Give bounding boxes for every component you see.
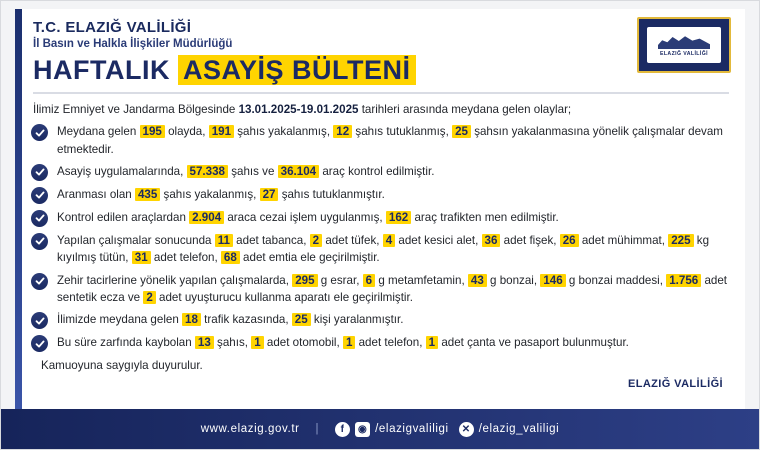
item-text-fragment: kg kıyılmış tütün, bbox=[57, 233, 710, 265]
highlighted-number: 18 bbox=[182, 313, 201, 326]
item-text-fragment: şahıs, bbox=[213, 336, 252, 350]
social-facebook-instagram[interactable] bbox=[335, 422, 449, 437]
list-item bbox=[31, 311, 729, 329]
highlighted-number: 435 bbox=[135, 188, 160, 201]
highlighted-number: 11 bbox=[215, 234, 233, 247]
facebook-icon[interactable]: f bbox=[335, 422, 350, 437]
castle-icon bbox=[658, 33, 710, 49]
list-item bbox=[31, 232, 729, 267]
item-text-fragment: araç kontrol edilmiştir. bbox=[319, 164, 435, 178]
page-title bbox=[33, 56, 731, 84]
highlighted-number: 1 bbox=[251, 336, 263, 349]
list-item bbox=[31, 123, 729, 158]
item-text-fragment: adet mühimmat, bbox=[578, 233, 669, 247]
item-text-fragment: g metamfetamin, bbox=[375, 273, 468, 287]
item-text-fragment: trafik kazasında, bbox=[200, 313, 292, 327]
check-icon bbox=[31, 164, 48, 181]
item-text-fragment: şahıs tutuklanmış, bbox=[352, 125, 453, 139]
item-text-fragment: şahıs yakalanmış, bbox=[234, 125, 334, 139]
highlighted-number: 68 bbox=[221, 251, 240, 264]
instagram-icon[interactable]: ◉ bbox=[355, 422, 370, 437]
highlighted-number: 146 bbox=[540, 274, 565, 287]
highlighted-number: 295 bbox=[292, 274, 317, 287]
item-text-fragment: adet telefon, bbox=[150, 251, 221, 265]
item-text-fragment: adet telefon, bbox=[355, 336, 426, 350]
item-text-fragment: adet çanta ve pasaport bulunmuştur. bbox=[438, 336, 629, 350]
item-text-fragment: Meydana gelen bbox=[57, 125, 140, 139]
list-item bbox=[31, 209, 729, 227]
item-text-fragment: g bonzai, bbox=[486, 273, 541, 287]
intro-after: tarihleri arasında meydana gelen olaylar; bbox=[358, 103, 572, 117]
list-item-text bbox=[57, 209, 559, 226]
item-text-fragment: adet otomobil, bbox=[263, 336, 343, 350]
check-icon bbox=[31, 273, 48, 290]
bulletin-items bbox=[15, 119, 745, 352]
item-text-fragment: şahıs ve bbox=[228, 164, 278, 178]
item-text-fragment: Aranması olan bbox=[57, 187, 135, 201]
title-highlight: ASAYİŞ BÜLTENİ bbox=[178, 55, 416, 85]
intro-dates: 13.01.2025-19.01.2025 bbox=[238, 103, 359, 117]
highlighted-number: 36 bbox=[482, 234, 501, 247]
item-text-fragment: adet fişek, bbox=[500, 233, 560, 247]
highlighted-number: 25 bbox=[292, 313, 311, 326]
highlighted-number: 4 bbox=[383, 234, 395, 247]
item-text-fragment: şahsın yakalanmasına yönelik çalışmalar devam etmektedir. bbox=[57, 125, 723, 156]
check-icon bbox=[31, 312, 48, 329]
logo-label: ELAZIĞ VALİLİĞİ bbox=[660, 51, 708, 57]
item-text-fragment: şahıs tutuklanmıştır. bbox=[278, 187, 385, 201]
list-item-text bbox=[57, 232, 729, 267]
department-name: İl Basın ve Halkla İlişkiler Müdürlüğü bbox=[33, 38, 233, 50]
item-text-fragment: şahıs yakalanmış, bbox=[160, 187, 260, 201]
item-text-fragment: araç trafikten men edilmiştir. bbox=[411, 210, 559, 224]
item-text-fragment: araca cezai işlem uygulanmış, bbox=[224, 210, 386, 224]
list-item bbox=[31, 334, 729, 352]
highlighted-number: 195 bbox=[140, 125, 165, 138]
list-item-text bbox=[57, 163, 434, 180]
highlighted-number: 12 bbox=[333, 125, 352, 138]
item-text-fragment: kişi yaralanmıştır. bbox=[310, 313, 404, 327]
item-text-fragment: adet tüfek, bbox=[322, 233, 383, 247]
item-text-fragment: adet kesici alet, bbox=[395, 233, 482, 247]
item-text-fragment: adet sentetik ecza ve bbox=[57, 273, 728, 305]
list-item-text bbox=[57, 311, 403, 328]
highlighted-number: 1 bbox=[426, 336, 438, 349]
list-item bbox=[31, 163, 729, 181]
social-x[interactable] bbox=[459, 422, 560, 437]
highlighted-number: 36.104 bbox=[278, 165, 319, 178]
title-plain: HAFTALIK bbox=[33, 55, 178, 85]
highlighted-number: 26 bbox=[560, 234, 579, 247]
highlighted-number: 13 bbox=[195, 336, 214, 349]
item-text-fragment: İlimizde meydana gelen bbox=[57, 313, 183, 327]
highlighted-number: 27 bbox=[260, 188, 279, 201]
highlighted-number: 57.338 bbox=[187, 165, 228, 178]
highlighted-number: 1 bbox=[343, 336, 355, 349]
x-twitter-icon[interactable]: ✕ bbox=[459, 422, 474, 437]
item-text-fragment: Kontrol edilen araçlardan bbox=[57, 210, 190, 224]
bulletin-card bbox=[15, 9, 745, 409]
highlighted-number: 162 bbox=[386, 211, 411, 224]
intro-paragraph bbox=[15, 94, 745, 119]
signature: ELAZIĞ VALİLİĞİ bbox=[627, 378, 723, 391]
check-icon bbox=[31, 335, 48, 352]
website-link[interactable]: www.elazig.gov.tr bbox=[200, 423, 300, 435]
social-handle[interactable]: /elazigvaliligi bbox=[375, 423, 449, 435]
item-text-fragment: g bonzai maddesi, bbox=[565, 273, 667, 287]
item-text-fragment: g esrar, bbox=[317, 273, 363, 287]
governorship-logo bbox=[637, 17, 731, 73]
item-text-fragment: Zehir tacirlerine yönelik yapılan çalışmalarda, bbox=[57, 273, 293, 287]
check-icon bbox=[31, 187, 48, 204]
closing-text: Kamuoyuna saygıyla duyurulur. bbox=[41, 359, 203, 373]
list-item-text bbox=[57, 272, 729, 307]
item-text-fragment: Bu süre zarfında kaybolan bbox=[57, 336, 195, 350]
poster-footer bbox=[1, 409, 759, 449]
intro-before: İlimiz Emniyet ve Jandarma Bölgesinde bbox=[33, 103, 239, 117]
list-item-text bbox=[57, 123, 729, 158]
item-text-fragment: adet emtia ele geçirilmiştir. bbox=[239, 251, 380, 265]
list-item bbox=[31, 272, 729, 307]
item-text-fragment: olayda, bbox=[164, 125, 209, 139]
highlighted-number: 43 bbox=[468, 274, 487, 287]
item-text-fragment: adet uyuşturucu kullanma aparatı ele geçirilmiştir. bbox=[155, 291, 413, 305]
check-icon bbox=[31, 210, 48, 227]
highlighted-number: 31 bbox=[132, 251, 151, 264]
list-item-text bbox=[57, 186, 385, 203]
highlighted-number: 1.756 bbox=[666, 274, 701, 287]
item-text-fragment: Asayiş uygulamalarında, bbox=[57, 164, 187, 178]
check-icon bbox=[31, 124, 48, 141]
poster-header bbox=[15, 9, 745, 84]
check-icon bbox=[31, 233, 48, 250]
list-item bbox=[31, 186, 729, 204]
highlighted-number: 6 bbox=[363, 274, 375, 287]
highlighted-number: 2.904 bbox=[189, 211, 224, 224]
highlighted-number: 2 bbox=[143, 291, 155, 304]
footer-separator: | bbox=[315, 423, 320, 435]
highlighted-number: 191 bbox=[209, 125, 234, 138]
list-item-text bbox=[57, 334, 629, 351]
x-handle[interactable]: /elazig_valiligi bbox=[478, 423, 560, 435]
item-text-fragment: adet tabanca, bbox=[232, 233, 310, 247]
authority-name: T.C. ELAZIĞ VALİLİĞİ bbox=[33, 19, 192, 36]
highlighted-number: 2 bbox=[310, 234, 322, 247]
logo-inner bbox=[647, 27, 721, 63]
highlighted-number: 25 bbox=[452, 125, 471, 138]
highlighted-number: 225 bbox=[668, 234, 693, 247]
item-text-fragment: Yapılan çalışmalar sonucunda bbox=[57, 233, 215, 247]
